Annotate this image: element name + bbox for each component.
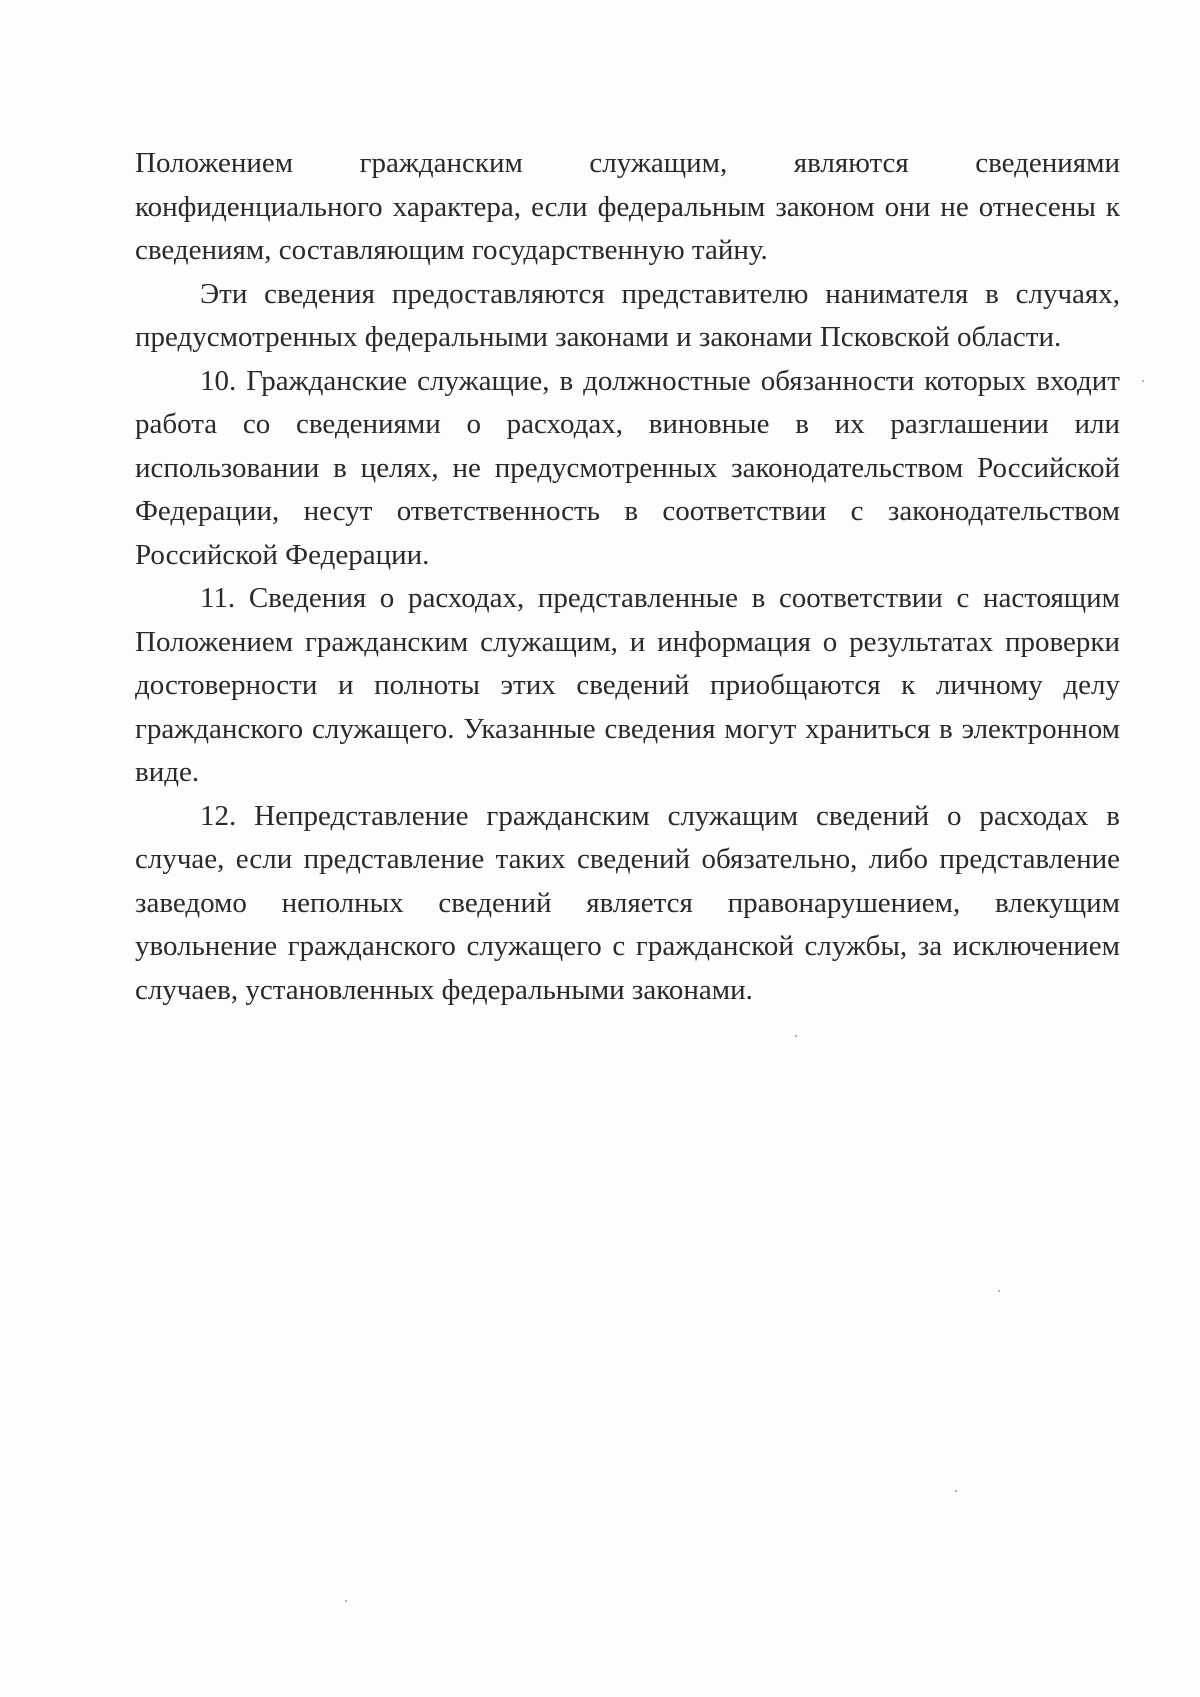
document-body — [135, 142, 1120, 1012]
scan-speck — [1142, 380, 1144, 382]
paragraph-provision-note: Эти сведения предоставляются представителю нанимателя в случаях, предусмотренных федеральными законами и законами Псковской области. — [135, 277, 1120, 353]
scan-speck — [998, 1290, 1000, 1292]
paragraph-continuation: Положением гражданским служащим, являются сведениями конфиденциального характера, если федеральным законом они не отнесены к сведениям, составляющим государственную тайну. — [135, 147, 1120, 266]
paragraph-item-12: 12. Непредставление гражданским служащим сведений о расходах в случае, если представление таких сведений обязательно, либо представление заведомо неполных сведений является правонарушением, влекущим увольнение гражданского служащего с гражданской службы, за исключением случаев, установленных федеральными законами. — [135, 799, 1120, 1006]
scan-speck — [955, 1490, 957, 1492]
paragraph-item-11: 11. Сведения о расходах, представленные в соответствии с настоящим Положением гражданским служащим, и информация о результатах проверки достоверности и полноты этих сведений приобщаются к личному делу гражданского служащего. Указанные сведения могут храниться в электронном виде. — [135, 582, 1120, 788]
scan-speck — [795, 1035, 797, 1037]
scan-speck — [345, 1600, 347, 1602]
paragraph-item-10: 10. Гражданские служащие, в должностные обязанности которых входит работа со сведениями о расходах, виновные в их разглашении или использовании в целях, не предусмотренных законодательством Российской Федерации, несут ответственность в соответствии с законодательством Российской Федерации. — [135, 364, 1120, 571]
